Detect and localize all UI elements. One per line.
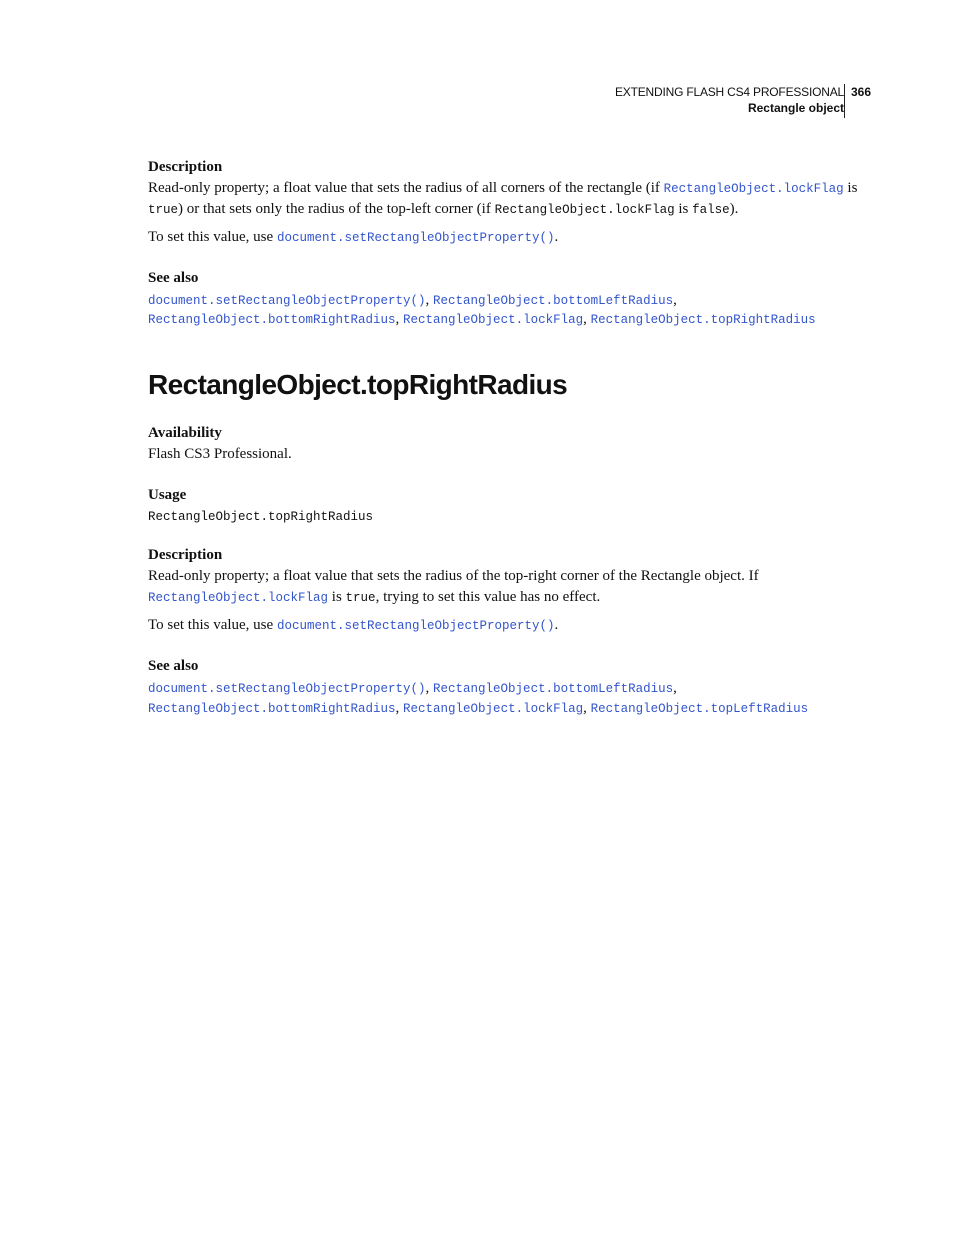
see-also-link[interactable]: RectangleObject.lockFlag — [403, 702, 584, 716]
availability-text: Flash CS3 Professional. — [148, 446, 292, 462]
prev-description-line-2: true) or that sets only the radius of the top-left corner (if RectangleObject.lockFlag is false). — [148, 201, 739, 217]
see-also-link[interactable]: document.setRectangleObjectProperty() — [148, 682, 426, 696]
prev-see-also-heading: See also — [148, 270, 199, 286]
prev-see-also-line-2: RectangleObject.bottomRightRadius, RectangleObject.lockFlag, RectangleObject.topRightRadius — [148, 311, 816, 327]
section-title: Rectangle object — [747, 101, 844, 115]
see-also-link[interactable]: RectangleObject.bottomLeftRadius — [433, 682, 674, 696]
description-heading: Description — [148, 547, 223, 563]
see-also-line-1: document.setRectangleObjectProperty(), RectangleObject.bottomLeftRadius, — [148, 680, 677, 696]
see-also-link[interactable]: RectangleObject.lockFlag — [403, 313, 584, 327]
prev-description-line-1: Read-only property; a float value that sets the radius of all corners of the rectangle (if RectangleObject.lockFlag is — [148, 180, 858, 196]
entry-title: RectangleObject.topRightRadius — [148, 369, 568, 400]
running-header — [615, 84, 844, 116]
book-title: EXTENDING FLASH CS4 PROFESSIONAL — [615, 85, 844, 99]
see-also-link[interactable]: RectangleObject.topRightRadius — [590, 313, 816, 327]
see-also-link[interactable]: RectangleObject.bottomRightRadius — [148, 702, 396, 716]
see-also-line-2: RectangleObject.bottomRightRadius, RectangleObject.lockFlag, RectangleObject.topLeftRadius — [148, 700, 809, 716]
description-line-2: RectangleObject.lockFlag is true, trying to set this value has no effect. — [148, 589, 601, 605]
see-also-link[interactable]: document.setRectangleObjectProperty() — [148, 294, 426, 308]
lockflag-link[interactable]: RectangleObject.lockFlag — [148, 591, 329, 605]
prev-see-also-line-1: document.setRectangleObjectProperty(), RectangleObject.bottomLeftRadius, — [148, 292, 677, 308]
description-line-1: Read-only property; a float value that sets the radius of the top-right corner of the Rectangle object. If — [148, 568, 759, 584]
see-also-link[interactable]: RectangleObject.bottomLeftRadius — [433, 294, 674, 308]
availability-heading: Availability — [148, 425, 222, 441]
usage-heading: Usage — [148, 487, 187, 503]
page-number: 366 — [851, 85, 872, 99]
set-property-link[interactable]: document.setRectangleObjectProperty() — [276, 231, 555, 245]
prev-description-heading: Description — [148, 159, 223, 175]
header-divider — [844, 84, 845, 118]
set-value-line: To set this value, use document.setRectangleObjectProperty(). — [148, 617, 559, 633]
lockflag-link[interactable]: RectangleObject.lockFlag — [663, 182, 844, 196]
prev-set-value-line: To set this value, use document.setRectangleObjectProperty(). — [148, 229, 559, 245]
see-also-link[interactable]: RectangleObject.bottomRightRadius — [148, 313, 396, 327]
set-property-link[interactable]: document.setRectangleObjectProperty() — [276, 619, 555, 633]
see-also-link[interactable]: RectangleObject.topLeftRadius — [590, 702, 809, 716]
usage-code: RectangleObject.topRightRadius — [148, 510, 374, 524]
see-also-heading: See also — [148, 658, 199, 674]
